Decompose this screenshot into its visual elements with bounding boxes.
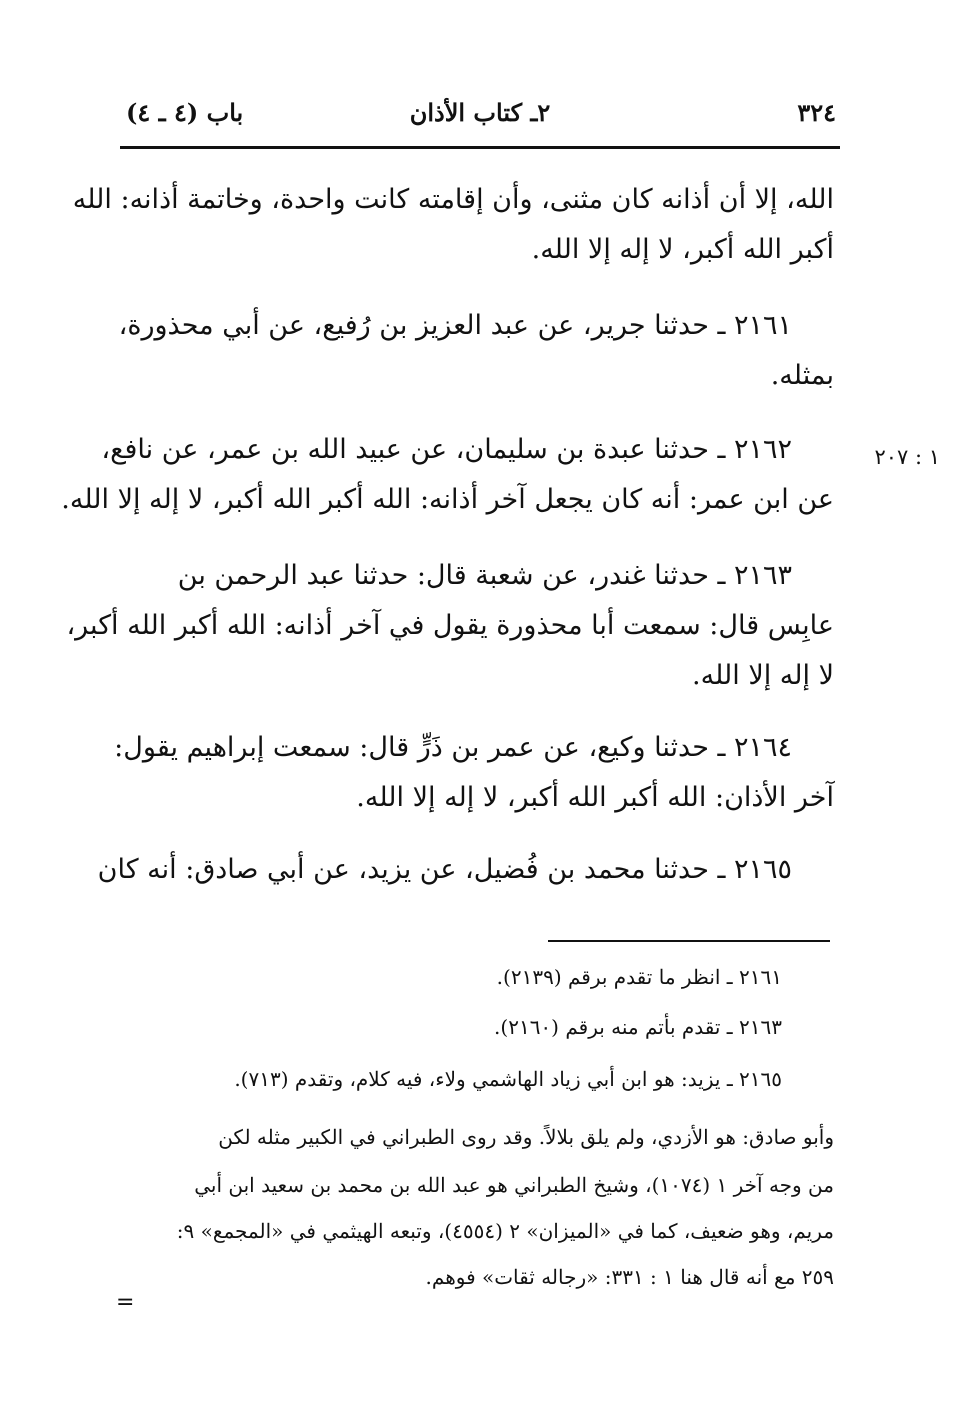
footnote-line: مريم، وهو ضعيف، كما في «الميزان» ٢ (٤٥٥٤)، وتبعه الهيثمي في «المجمع» ٩: bbox=[176, 1219, 834, 1243]
book-title: ٢ـ كتاب الأذان bbox=[409, 98, 551, 127]
footnote-2161: ٢١٦١ ـ انظر ما تقدم برقم (٢١٣٩). bbox=[496, 965, 782, 989]
text-line: عابِس قال: سمعت أبا محذورة يقول في آخر أذانه: الله أكبر الله أكبر، bbox=[66, 610, 834, 641]
text-line: الله، إلا أن أذانه كان مثنى، وأن إقامته كانت واحدة، وخاتمة أذانه: الله bbox=[72, 184, 834, 215]
footnote-line: ٢٥٩ مع أنه قال هنا ١ : ٣٣١: «رجاله ثقات» فوهم. bbox=[425, 1265, 834, 1289]
hadith-2161: ٢١٦١ ـ حدثنا جرير، عن عبد العزيز بن رُفيع، عن أبي محذورة، bbox=[118, 310, 792, 341]
text-line: آخر الأذان: الله أكبر الله أكبر، لا إله إلا الله. bbox=[356, 782, 834, 813]
footnote-2163: ٢١٦٣ ـ تقدم بأتم منه برقم (٢١٦٠). bbox=[494, 1015, 782, 1039]
margin-reference: ١ : ٢٠٧ bbox=[874, 445, 940, 469]
running-header bbox=[120, 92, 840, 138]
hadith-2164: ٢١٦٤ ـ حدثنا وكيع، عن عمر بن ذَرٍّ قال: سمعت إبراهيم يقول: bbox=[114, 732, 792, 763]
chapter-label: باب (٤ ـ ٤) bbox=[126, 98, 244, 127]
hadith-2165: ٢١٦٥ ـ حدثنا محمد بن فُضيل، عن يزيد، عن أبي صادق: أنه كان bbox=[97, 854, 792, 885]
hadith-2163: ٢١٦٣ ـ حدثنا غندر، عن شعبة قال: حدثنا عبد الرحمن بن bbox=[177, 560, 792, 591]
hadith-2162: ٢١٦٢ ـ حدثنا عبدة بن سليمان، عن عبيد الله بن عمر، عن نافع، bbox=[101, 434, 792, 465]
text-line: بمثله. bbox=[770, 360, 834, 391]
text-line: عن ابن عمر: أنه كان يجعل آخر أذانه: الله أكبر الله أكبر، لا إله إلا الله. bbox=[61, 484, 834, 515]
footnote-line: وأبو صادق: هو الأزدي، ولم يلق بلالاً. وقد روى الطبراني في الكبير مثله لكن bbox=[218, 1125, 834, 1149]
page-number: ٣٢٤ bbox=[797, 98, 836, 127]
continuation-mark: = bbox=[116, 1290, 135, 1315]
text-line: لا إله إلا الله. bbox=[692, 660, 834, 691]
header-rule bbox=[120, 146, 840, 149]
footnote-line: من وجه آخر ١ (١٠٧٤)، وشيخ الطبراني هو عبد الله بن محمد بن سعيد ابن أبي bbox=[194, 1173, 834, 1197]
text-line: أكبر الله أكبر، لا إله إلا الله. bbox=[531, 234, 834, 265]
footnote-rule bbox=[548, 940, 830, 942]
footnote-2165: ٢١٦٥ ـ يزيد: هو ابن أبي زياد الهاشمي ولاء، فيه كلام، وتقدم (٧١٣). bbox=[234, 1067, 782, 1091]
